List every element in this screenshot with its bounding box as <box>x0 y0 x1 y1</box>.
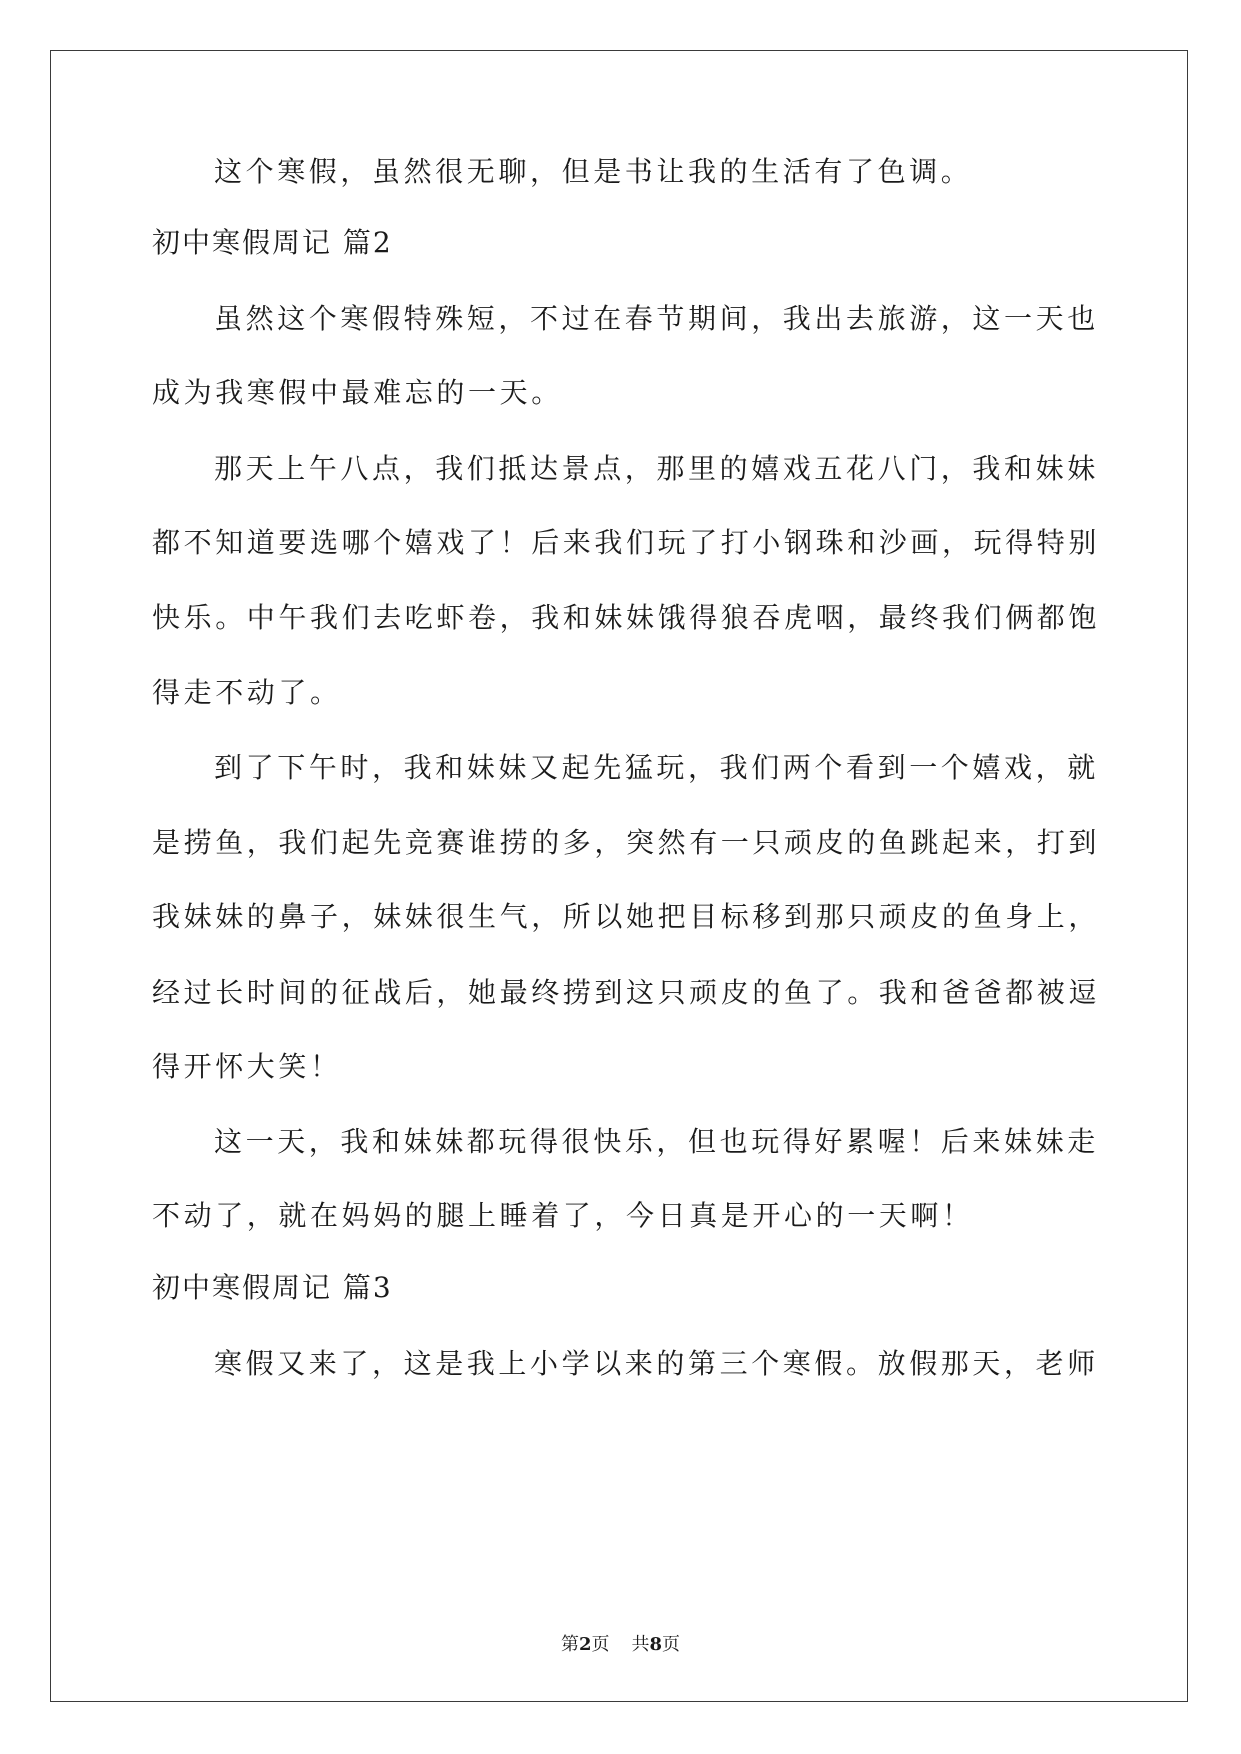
paragraph-line: 虽然这个寒假特殊短，不过在春节期间，我出去旅游，这一天也 <box>214 302 1099 335</box>
paragraph-line: 快乐。中午我们去吃虾卷，我和妹妹饿得狼吞虎咽，最终我们俩都饱 <box>152 601 1101 634</box>
footer-total-prefix: 共 <box>631 1634 650 1655</box>
page-border <box>50 50 1188 1702</box>
paragraph-line: 得走不动了。 <box>152 676 342 709</box>
footer-total-suffix: 页 <box>662 1634 681 1655</box>
paragraph-line: 不动了，就在妈妈的腿上睡着了，今日真是开心的一天啊！ <box>152 1199 974 1232</box>
footer-page-suffix: 页 <box>591 1634 610 1655</box>
paragraph-line: 那天上午八点，我们抵达景点，那里的嬉戏五花八门，我和妹妹 <box>214 452 1099 485</box>
paragraph-line: 都不知道要选哪个嬉戏了！后来我们玩了打小钢珠和沙画，玩得特别 <box>152 526 1101 559</box>
paragraph-line: 寒假又来了，这是我上小学以来的第三个寒假。放假那天，老师 <box>214 1347 1099 1380</box>
paragraph-line: 是捞鱼，我们起先竞赛谁捞的多，突然有一只顽皮的鱼跳起来，打到 <box>152 826 1101 859</box>
paragraph-line: 成为我寒假中最难忘的一天。 <box>152 376 563 409</box>
paragraph-line: 我妹妹的鼻子，妹妹很生气，所以她把目标移到那只顽皮的鱼身上， <box>152 900 1101 933</box>
total-pages-number: 8 <box>649 1634 663 1655</box>
paragraph-line: 这一天，我和妹妹都玩得很快乐，但也玩得好累喔！后来妹妹走 <box>214 1125 1099 1158</box>
section-heading: 初中寒假周记 篇2 <box>152 226 393 259</box>
paragraph-line: 得开怀大笑！ <box>152 1050 342 1083</box>
paragraph-line: 经过长时间的征战后，她最终捞到这只顽皮的鱼了。我和爸爸都被逗 <box>152 976 1101 1009</box>
current-page-number: 2 <box>578 1634 592 1655</box>
page-number-footer <box>0 1634 1241 1656</box>
section-heading: 初中寒假周记 篇3 <box>152 1271 393 1304</box>
paragraph-line: 到了下午时，我和妹妹又起先猛玩，我们两个看到一个嬉戏，就 <box>214 751 1099 784</box>
paragraph-line: 这个寒假，虽然很无聊，但是书让我的生活有了色调。 <box>214 155 973 188</box>
footer-prefix: 第 <box>560 1634 579 1655</box>
